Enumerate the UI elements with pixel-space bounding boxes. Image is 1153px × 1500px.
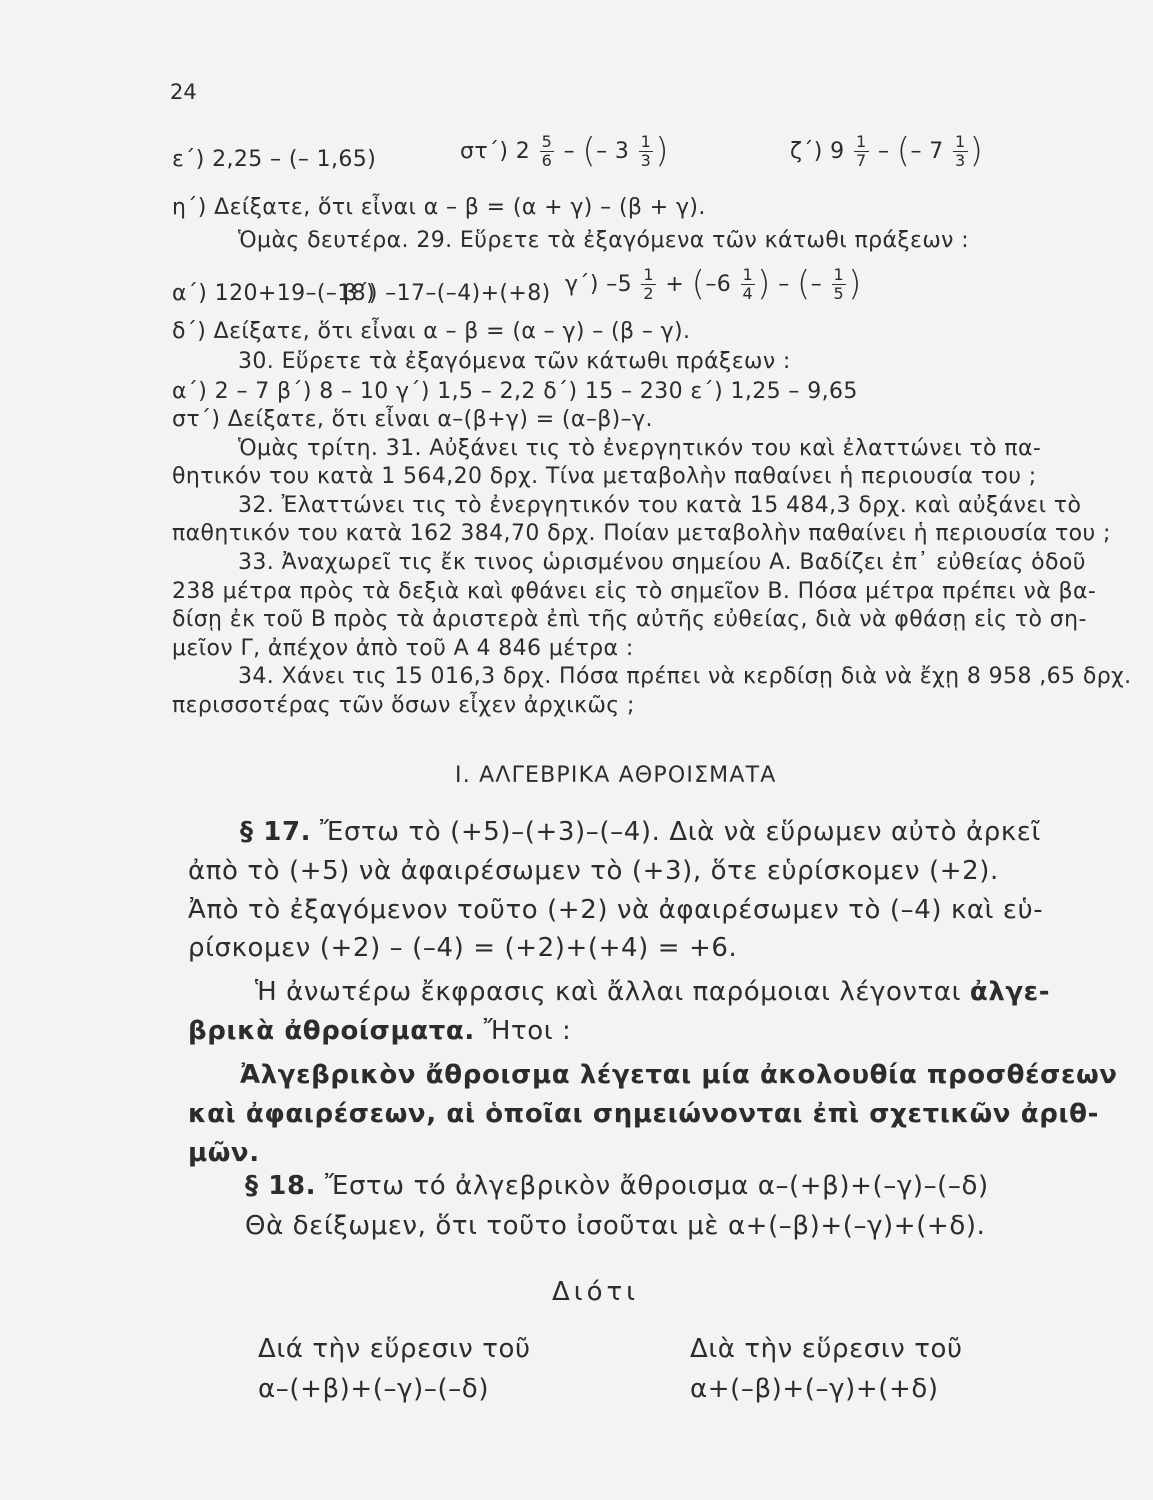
numerator: 1 <box>955 132 966 151</box>
ex33-line4: μεῖον Γ, ἀπέχον ἀπὸ τοῦ Α 4 846 μέτρα : <box>172 636 634 661</box>
section-18-line2: Θὰ δείξωμεν, ὅτι τοῦτο ἰσοῦται μὲ α+(–β)+(–γ)+(+δ). <box>245 1211 986 1241</box>
bold-term: βρικὰ ἀθροίσματα. <box>188 1016 475 1046</box>
denominator: 3 <box>640 151 652 171</box>
exercise-d: δ΄) Δείξατε, ὅτι εἶναι α – β = (α – γ) – (β – γ). <box>172 319 691 344</box>
exercise-z <box>790 133 983 171</box>
ex29-g <box>565 266 862 304</box>
denominator: 2 <box>643 284 654 304</box>
fraction <box>832 266 847 304</box>
denominator: 6 <box>541 151 553 171</box>
section-mark: § 18. <box>245 1171 317 1201</box>
ex29-a: α΄) 120+19–(–18) <box>172 281 376 306</box>
paragraph-line2 <box>188 1017 571 1046</box>
paren-close: ) <box>969 131 984 172</box>
definition-line1: Ἀλγεβρικὸν ἄθροισμα λέγεται μία ἀκολουθία προσθέσεων <box>240 1060 1118 1090</box>
paragraph-text: Ἤτοι : <box>483 1016 572 1046</box>
fraction <box>639 133 654 171</box>
dioti-heading: Διότι <box>552 1277 639 1307</box>
paragraph-text: Ἡ ἀνωτέρω ἔκφρασις καὶ ἄλλαι παρόμοιαι λέγονται <box>255 977 961 1007</box>
section-mark: § 17. <box>240 817 312 847</box>
fraction <box>641 266 656 304</box>
operator: – <box>778 271 790 297</box>
left-column-line2: α–(+β)+(–γ)–(–δ) <box>258 1374 490 1404</box>
ex34-line2: περισσοτέρας τῶν ὅσων εἶχεν ἀρχικῶς ; <box>172 693 635 718</box>
page-number: 24 <box>170 80 197 104</box>
exercise-st <box>460 133 669 171</box>
section-17-line1 <box>240 818 1041 847</box>
paren-open: ( <box>896 131 911 172</box>
paren-close: ) <box>757 264 771 305</box>
definition-line2: καὶ ἀφαιρέσεων, αἱ ὁποῖαι σημειώνονται ἐπὶ σχετικῶν ἀριθ- <box>188 1099 1100 1129</box>
definition-line3: μῶν. <box>188 1138 260 1168</box>
ex29-g-label: γ΄) –5 <box>565 271 632 297</box>
paren-open: ( <box>797 264 811 305</box>
ex30-st: στ΄) Δείξατε, ὅτι εἶναι α–(β+γ) = (α–β)–γ. <box>172 407 653 432</box>
section-heading: I. ΑΛΓΕΒΡΙΚΑ ΑΘΡΟΙΣΜΑΤΑ <box>455 763 777 788</box>
section-17-text: Ἔστω τὸ (+5)–(+3)–(–4). Διὰ νὰ εὕρωμεν αὐτὸ ἀρκεῖ <box>320 817 1041 847</box>
operator: + <box>665 271 685 297</box>
ex31-line2: θητικόν του κατὰ 1 564,20 δρχ. Τίνα μεταβολὴν παθαίνει ἡ περιουσία του ; <box>172 464 1037 489</box>
numerator: 1 <box>643 265 654 284</box>
inner-term: – 7 <box>910 138 944 164</box>
denominator: 7 <box>855 151 867 171</box>
ex33-line2: 238 μέτρα πρὸς τὰ δεξιὰ καὶ φθάνει εἰς τὸ σημεῖον Β. Πόσα μέτρα πρέπει νὰ βα- <box>172 579 1097 604</box>
fraction <box>953 133 968 171</box>
denominator: 5 <box>833 284 845 304</box>
fraction <box>854 133 869 171</box>
ex33-line1: 33. Ἀναχωρεῖ τις ἔκ τινος ὡρισμένου σημείου Α. Βαδίζει ἐπ᾿ εὐθείας ὁδοῦ <box>238 550 1086 575</box>
fraction <box>540 133 555 171</box>
paren-close: ) <box>655 131 669 172</box>
numerator: 5 <box>541 132 553 151</box>
paren-close: ) <box>848 264 862 305</box>
left-column-line1: Διά τὴν εὕρεσιν τοῦ <box>258 1334 531 1364</box>
inner-term: – 3 <box>596 138 630 164</box>
section-17-line3: Ἀπὸ τὸ ἐξαγόμενον τοῦτο (+2) νὰ ἀφαιρέσωμεν τὸ (–4) καὶ εὑ- <box>188 895 1044 925</box>
fraction <box>741 266 756 304</box>
numerator: 1 <box>742 265 754 284</box>
section-17-line2: ἀπὸ τὸ (+5) νὰ ἀφαιρέσωμεν τὸ (+3), ὅτε εὑρίσκομεν (+2). <box>188 856 999 886</box>
inner-term: –6 <box>705 271 732 297</box>
paren-open: ( <box>582 131 597 172</box>
exercise-e: ε΄) 2,25 – (– 1,65) <box>172 147 377 172</box>
right-column-line1: Διὰ τὴν εὕρεσιν τοῦ <box>690 1334 963 1364</box>
section-18-line1 <box>245 1172 989 1201</box>
bold-term: ἀλγε- <box>969 977 1051 1007</box>
inner-term: – <box>810 271 823 297</box>
paragraph-line1 <box>255 978 1050 1007</box>
ex29-b: β΄) –17–(–4)+(+8) <box>343 281 551 306</box>
section-18-text: Ἔστω τό ἀλγεβρικὸν ἄθροισμα α–(+β)+(–γ)–(–δ) <box>325 1171 989 1201</box>
exercise-eta: η΄) Δείξατε, ὅτι εἶναι α – β = (α + γ) – (β + γ). <box>172 195 706 220</box>
ex32-line2: παθητικόν του κατὰ 162 384,70 δρχ. Ποίαν μεταβολὴν παθαίνει ἡ περιουσία του ; <box>172 521 1111 546</box>
paren-open: ( <box>691 264 706 305</box>
ex30-items: α΄) 2 – 7 β΄) 8 – 10 γ΄) 1,5 – 2,2 δ΄) 15 – 230 ε΄) 1,25 – 9,65 <box>172 379 858 404</box>
numerator: 1 <box>640 132 652 151</box>
group-two-heading: Ὁμὰς δευτέρα. 29. Εὕρετε τὰ ἐξαγόμενα τῶν κάτωθι πράξεων : <box>238 228 970 253</box>
ex34-line1: 34. Χάνει τις 15 016,3 δρχ. Πόσα πρέπει νὰ κερδίσῃ διὰ νὰ ἔχῃ 8 958 ,65 δρχ. <box>238 664 1132 689</box>
numerator: 1 <box>833 265 845 284</box>
exercise-st-label: στ΄) 2 <box>460 138 531 164</box>
operator: – <box>563 138 575 164</box>
ex31-line1: Ὁμὰς τρίτη. 31. Αὐξάνει τις τὸ ἐνεργητικόν του καὶ ἐλαττώνει τὸ πα- <box>238 436 1042 461</box>
ex33-line3: δίσῃ ἐκ τοῦ Β πρὸς τὰ ἀριστερὰ ἐπὶ τῆς αὐτῆς εὐθείας, διὰ νὰ φθάσῃ εἰς τὸ ση- <box>172 607 1087 632</box>
exercise-z-label: ζ΄) 9 <box>790 138 845 164</box>
operator: – <box>877 138 890 164</box>
denominator: 4 <box>742 284 754 304</box>
right-column-line2: α+(–β)+(–γ)+(+δ) <box>690 1374 939 1404</box>
section-17-line4: ρίσκομεν (+2) – (–4) = (+2)+(+4) = +6. <box>188 933 738 963</box>
ex30-intro: 30. Εὕρετε τὰ ἐξαγόμενα τῶν κάτωθι πράξεων : <box>238 349 791 374</box>
ex32-line1: 32. Ἐλαττώνει τις τὸ ἐνεργητικόν του κατὰ 15 484,3 δρχ. καὶ αὐξάνει τὸ <box>238 493 1082 518</box>
numerator: 1 <box>855 132 867 151</box>
denominator: 3 <box>955 151 966 171</box>
